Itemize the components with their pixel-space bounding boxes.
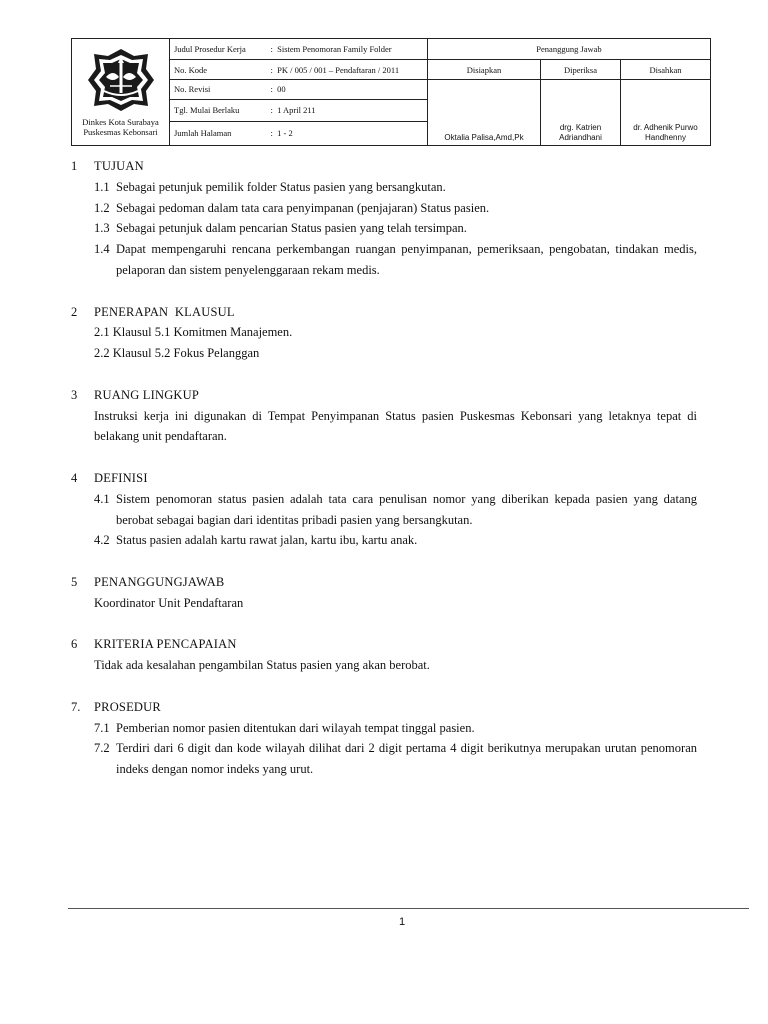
section-number: 7. [71, 699, 81, 714]
section-definisi [71, 468, 697, 551]
value-tgl-mulai: : 1 April 211 [267, 99, 428, 121]
section-heading [71, 156, 697, 177]
section-title: PENANGGUNGJAWAB [94, 574, 225, 589]
name-disahkan: dr. Adhenik Purwo Handhenny [621, 80, 711, 146]
section-title: RUANG LINGKUP [94, 387, 200, 402]
page-number: 1 [398, 916, 406, 928]
section-heading [71, 634, 697, 655]
list-item: 1.3 Sebagai petunjuk dalam pencarian Status pasien yang telah tersimpan. [94, 221, 467, 236]
column-disiapkan: Disiapkan [428, 60, 541, 80]
document-header-table [71, 38, 711, 146]
section-paragraph: Koordinator Unit Pendaftaran [94, 595, 244, 610]
penanggung-jawab-title: Penanggung Jawab [428, 39, 711, 60]
section-number: 4 [71, 470, 78, 485]
section-number: 1 [71, 159, 78, 173]
list-item: 1.1 Sebagai petunjuk pemilik folder Status pasien yang bersangkutan. [94, 179, 446, 194]
section-ruang-lingkup [71, 385, 697, 447]
section-number: 6 [71, 637, 78, 652]
section-heading [71, 468, 697, 489]
column-diperiksa: Diperiksa [541, 60, 621, 80]
list-item: 7.2 Terdiri dari 6 digit dan kode wilayah dilihat dari 2 digit pertama 4 digit berikutnya merupakan urutan penomoran indeks dengan nomor indeks yang urut. [94, 741, 697, 777]
section-title: DEFINISI [94, 470, 148, 485]
list-item: 4.2 Status pasien adalah kartu rawat jalan, kartu ibu, kartu anak. [94, 533, 418, 548]
list-item: 2.2 Klausul 5.2 Fokus Pelanggan [94, 346, 260, 361]
value-judul: : Sistem Penomoran Family Folder [267, 39, 428, 60]
value-no-kode: : PK / 005 / 001 – Pendaftaran / 2011 [267, 60, 428, 80]
section-number: 5 [71, 574, 78, 589]
label-judul: Judul Prosedur Kerja [170, 39, 267, 60]
surabaya-emblem-icon [86, 47, 156, 113]
list-item: 1.4 Dapat mempengaruhi rencana perkembangan ruangan penyimpanan, pemeriksaan, pengobatan, tindakan medis, pelaporan dan sistem penyelenggaraan rekam medis. [94, 242, 697, 277]
section-prosedur [71, 697, 697, 780]
name-diperiksa: drg. Katrien Adriandhani [541, 80, 621, 146]
section-number: 2 [71, 304, 78, 319]
label-tgl-mulai: Tgl. Mulai Berlaku [170, 99, 267, 121]
organization-name: Dinkes Kota Surabaya Puskesmas Kebonsari [82, 117, 159, 137]
list-item: 1.2 Sebagai pedoman dalam tata cara penyimpanan (penjajaran) Status pasien. [94, 200, 490, 215]
section-tujuan [71, 156, 697, 281]
section-heading [71, 385, 697, 406]
column-disahkan: Disahkan [621, 60, 711, 80]
label-no-kode: No. Kode [170, 60, 267, 80]
name-disiapkan: Oktalia Palisa,Amd,Pk [428, 80, 541, 146]
section-paragraph: Tidak ada kesalahan pengambilan Status pasien yang akan berobat. [94, 658, 430, 673]
section-number: 3 [71, 387, 78, 402]
value-jumlah-halaman: : 1 - 2 [267, 121, 428, 145]
document-body [71, 156, 697, 801]
section-title: TUJUAN [94, 159, 144, 173]
section-title: KRITERIA PENCAPAIAN [94, 637, 237, 652]
logo-cell [72, 39, 170, 146]
section-penerapan-klausul [71, 302, 697, 364]
list-item: 7.1 Pemberian nomor pasien ditentukan dari wilayah tempat tinggal pasien. [94, 720, 475, 735]
value-no-revisi: : 00 [267, 80, 428, 99]
list-item: 4.1 Sistem penomoran status pasien adalah tata cara penulisan nomor yang diberikan kepada pasien yang datang berobat sebagai bagian dari identitas pribadi pasien yang bersangkutan. [94, 491, 697, 527]
label-no-revisi: No. Revisi [170, 80, 267, 99]
section-heading [71, 572, 697, 593]
section-kriteria-pencapaian [71, 634, 697, 676]
footer-divider [68, 908, 749, 909]
section-heading [71, 697, 697, 718]
label-jumlah-halaman: Jumlah Halaman [170, 121, 267, 145]
section-title: PROSEDUR [94, 699, 161, 714]
section-paragraph: Instruksi kerja ini digunakan di Tempat Penyimpanan Status pasien Puskesmas Kebonsari yang letaknya tepat di belakang unit pendaftaran. [94, 408, 697, 444]
section-heading [71, 302, 697, 323]
section-title: PENERAPAN KLAUSUL [94, 304, 235, 319]
list-item: 2.1 Klausul 5.1 Komitmen Manajemen. [94, 325, 293, 340]
section-penanggungjawab [71, 572, 697, 614]
